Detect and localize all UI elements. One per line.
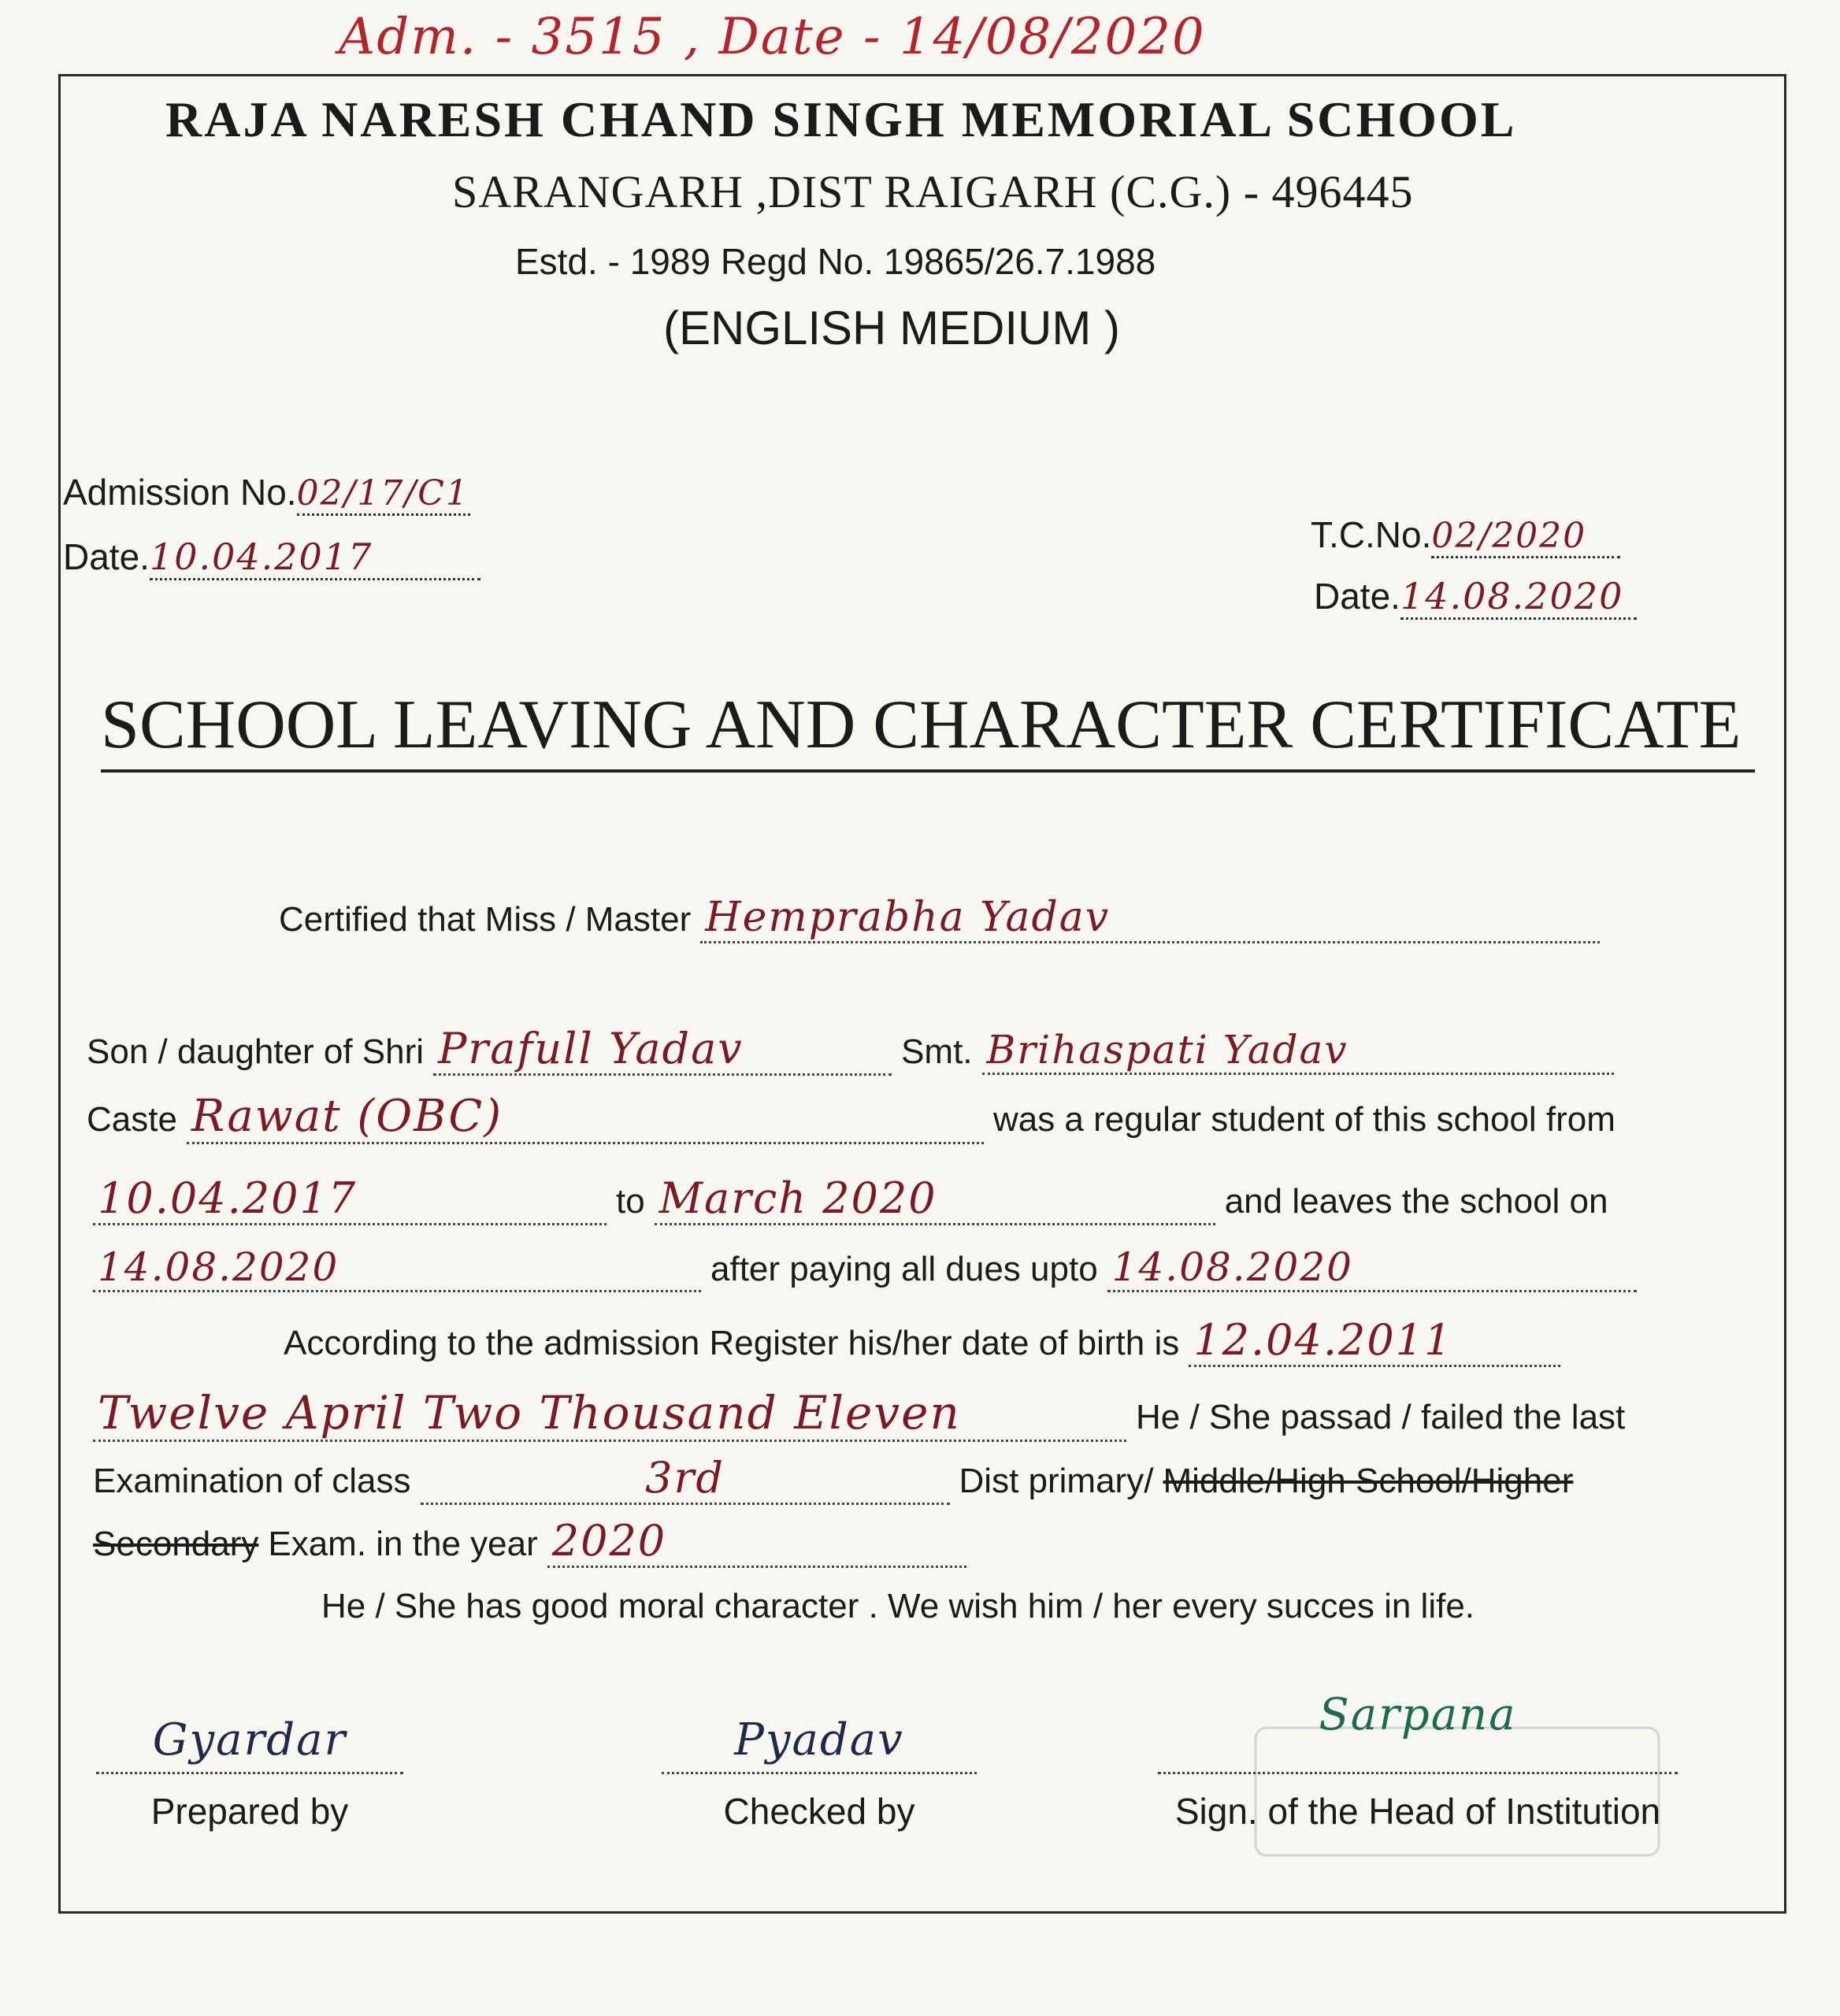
tc-number xyxy=(1311,513,1620,558)
tc-date-value: 14.08.2020 xyxy=(1400,575,1637,620)
prepared-by-block xyxy=(96,1714,403,1833)
dues-text: after paying all dues upto xyxy=(710,1250,1098,1288)
struck-school-levels: Middle/High School/Higher xyxy=(1163,1462,1574,1500)
admission-number xyxy=(63,471,470,516)
to-date-value: March 2020 xyxy=(655,1173,1215,1225)
exam-class-value: 3rd xyxy=(421,1453,950,1505)
caste-label: Caste xyxy=(87,1100,177,1139)
checked-by-signature: Pyadav xyxy=(734,1714,904,1766)
leave-date-value: 14.08.2020 xyxy=(93,1244,701,1292)
checked-by-label: Checked by xyxy=(723,1791,915,1832)
passed-text: He / She passad / failed the last xyxy=(1136,1398,1626,1436)
dist-primary-text: Dist primary/ xyxy=(959,1462,1154,1500)
student-name-value: Hemprabha Yadav xyxy=(700,894,1600,943)
mother-name-value: Brihaspati Yadav xyxy=(982,1027,1614,1075)
parent-name-line xyxy=(87,1024,1614,1076)
from-date-value: 10.04.2017 xyxy=(93,1173,607,1225)
head-of-institution-block xyxy=(1158,1689,1678,1833)
dob-value: 12.04.2011 xyxy=(1189,1315,1560,1367)
student-name-line xyxy=(279,894,1600,943)
tc-date-label: Date. xyxy=(1314,576,1400,617)
dob-words-value: Twelve April Two Thousand Eleven xyxy=(93,1386,1126,1442)
moral-character-line xyxy=(321,1587,1475,1626)
school-registration: Estd. - 1989 Regd No. 19865/26.7.1988 xyxy=(515,241,1156,282)
caste-value: Rawat (OBC) xyxy=(187,1091,984,1144)
prepared-by-signature: Gyardar xyxy=(152,1714,347,1766)
exam-year-label: Exam. in the year xyxy=(268,1525,538,1563)
head-signature: Sarpana xyxy=(1319,1689,1517,1740)
tc-number-value: 02/2020 xyxy=(1431,516,1620,558)
regular-student-text: was a regular student of this school from xyxy=(992,1100,1616,1139)
tc-date xyxy=(1314,575,1637,620)
school-name: RAJA NARESH CHAND SINGH MEMORIAL SCHOOL xyxy=(165,91,1517,147)
exam-year-line xyxy=(93,1516,966,1568)
attendance-period-line xyxy=(93,1173,1608,1225)
father-label: Son / daughter of Shri xyxy=(87,1032,425,1071)
tc-number-label: T.C.No. xyxy=(1311,514,1432,555)
admission-number-label: Admission No. xyxy=(63,472,297,513)
leaving-date-line xyxy=(93,1244,1637,1292)
exam-year-value: 2020 xyxy=(547,1516,966,1568)
admission-note-handwritten: Adm. - 3515 , Date - 14/08/2020 xyxy=(339,8,1206,66)
leaves-school-text: and leaves the school on xyxy=(1224,1182,1608,1221)
dob-words-line xyxy=(93,1386,1625,1442)
dob-text: According to the admission Register his/her date of birth is xyxy=(284,1324,1180,1362)
school-address: SARANGARH ,DIST RAIGARH (C.G.) - 496445 xyxy=(452,166,1414,217)
student-name-label: Certified that Miss / Master xyxy=(279,900,692,939)
exam-class-label: Examination of class xyxy=(93,1462,411,1500)
checked-by-block xyxy=(662,1714,977,1833)
father-name-value: Prafull Yadav xyxy=(433,1024,892,1076)
exam-class-line xyxy=(93,1453,1573,1505)
mother-label: Smt. xyxy=(901,1032,973,1071)
prepared-by-label: Prepared by xyxy=(150,1791,349,1832)
admission-number-value: 02/17/C1 xyxy=(297,473,470,516)
moral-character-text: He / She has good moral character . We wish him / her every succes in life. xyxy=(321,1587,1475,1625)
to-label: to xyxy=(616,1182,645,1221)
dob-line xyxy=(284,1315,1560,1367)
struck-secondary: Secondary xyxy=(93,1525,259,1563)
certificate-title: SCHOOL LEAVING AND CHARACTER CERTIFICATE xyxy=(101,685,1755,773)
admission-date-value: 10.04.2017 xyxy=(150,536,480,580)
school-medium: (ENGLISH MEDIUM ) xyxy=(663,302,1121,354)
caste-line xyxy=(87,1091,1616,1144)
dues-date-value: 14.08.2020 xyxy=(1107,1244,1637,1292)
head-of-institution-label: Sign. of the Head of Institution xyxy=(1174,1791,1661,1832)
admission-date xyxy=(63,536,480,580)
admission-date-label: Date. xyxy=(63,536,150,577)
